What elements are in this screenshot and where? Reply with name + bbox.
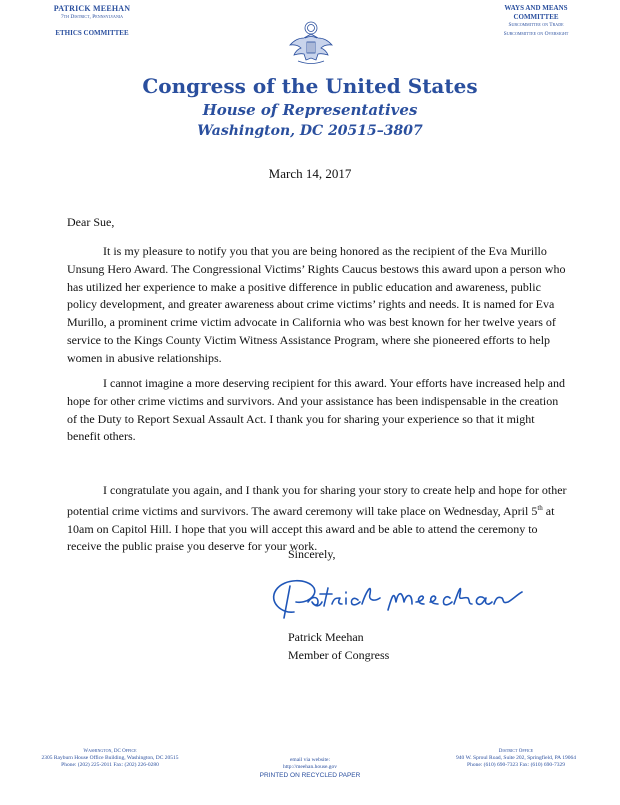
paragraph-3-text-b: at 10am on Capitol Hill. I hope that you will accept this award and be able to attend the ceremony to receive the public praise you deserve for your work. <box>67 503 555 554</box>
footer-web-url[interactable]: http://meehan.house.gov <box>282 764 338 770</box>
paragraph-1 <box>67 243 567 368</box>
member-name: PATRICK MEEHAN <box>53 4 131 13</box>
masthead-congress: Congress of the United States <box>142 74 478 98</box>
paragraph-3-ordinal: th <box>537 503 543 512</box>
footer-washington-address: 2305 Rayburn House Office Building, Washington, DC 20515 <box>41 755 179 761</box>
paragraph-2 <box>67 375 567 446</box>
footer-web-label: email via website: <box>289 757 330 763</box>
masthead-address: Washington, DC 20515–3807 <box>197 123 423 139</box>
subcommittee-trade: Subcommittee on Trade <box>508 22 564 28</box>
salutation: Dear Sue, <box>67 215 115 229</box>
footer-district-office <box>426 748 606 769</box>
signer-name: Patrick Meehan <box>288 630 364 644</box>
footer-district-heading: District Office <box>498 749 534 754</box>
great-seal-eagle-icon <box>288 20 334 66</box>
letterhead-left <box>22 4 162 38</box>
footer-washington-office <box>0 748 220 769</box>
signer-title: Member of Congress <box>288 648 390 662</box>
footer-washington-heading: Washington, DC Office <box>83 749 137 754</box>
closing: Sincerely, <box>288 547 336 561</box>
committee-ethics: ETHICS COMMITTEE <box>55 29 129 37</box>
paragraph-2-text: I cannot imagine a more deserving recipient for this award. Your efforts have increased help and hope for other crime victims and survivors. And your assistance has been indispensable in the creation of the Duty to Report Sexual Assault Act. I thank you for sharing your experience so that it might benefit others. <box>67 376 565 444</box>
committee-ways-means-1: WAYS AND MEANS <box>504 4 568 12</box>
committee-ways-means-2: COMMITTEE <box>513 12 559 21</box>
letter-date: March 14, 2017 <box>268 166 352 181</box>
letterhead-right <box>466 4 606 38</box>
recycled-paper-note: PRINTED ON RECYCLED PAPER <box>259 772 361 779</box>
footer-district-phone: Phone: (610) 690-7323 Fax: (610) 690-7329 <box>467 762 565 768</box>
paragraph-1-text: It is my pleasure to notify you that you are being honored as the recipient of the Eva Murillo Unsung Hero Award. The Congressional Victims’ Rights Caucus bestows this award upon a person who has utilized her experience to make a positive difference in public education and awareness, public policy development, and greater awareness about crime victims’ rights and needs. It is named for Eva Murillo, a prominent crime victim advocate in California who was best known for her twelve years of service to the Kings County Victim Witness Assistance Program, where she pioneered efforts to help women in abusive relationships. <box>67 244 566 365</box>
footer-washington-phone: Phone: (202) 225-2011 Fax: (202) 226-0280 <box>61 762 159 768</box>
handwritten-signature <box>262 572 530 624</box>
member-district: 7th District, Pennsylvania <box>60 14 124 20</box>
subcommittee-oversight: Subcommittee on Oversight <box>503 30 569 37</box>
footer-web <box>245 757 375 771</box>
footer-district-address: 940 W. Sproul Road, Suite 202, Springfield, PA 19064 <box>456 755 576 761</box>
masthead-house: House of Representatives <box>202 101 418 119</box>
paragraph-3-text-a: I congratulate you again, and I thank you for sharing your story to create help and hope for other potential crime victims and survivors. The award ceremony will take place on Wednesday, April 5 <box>67 483 567 518</box>
